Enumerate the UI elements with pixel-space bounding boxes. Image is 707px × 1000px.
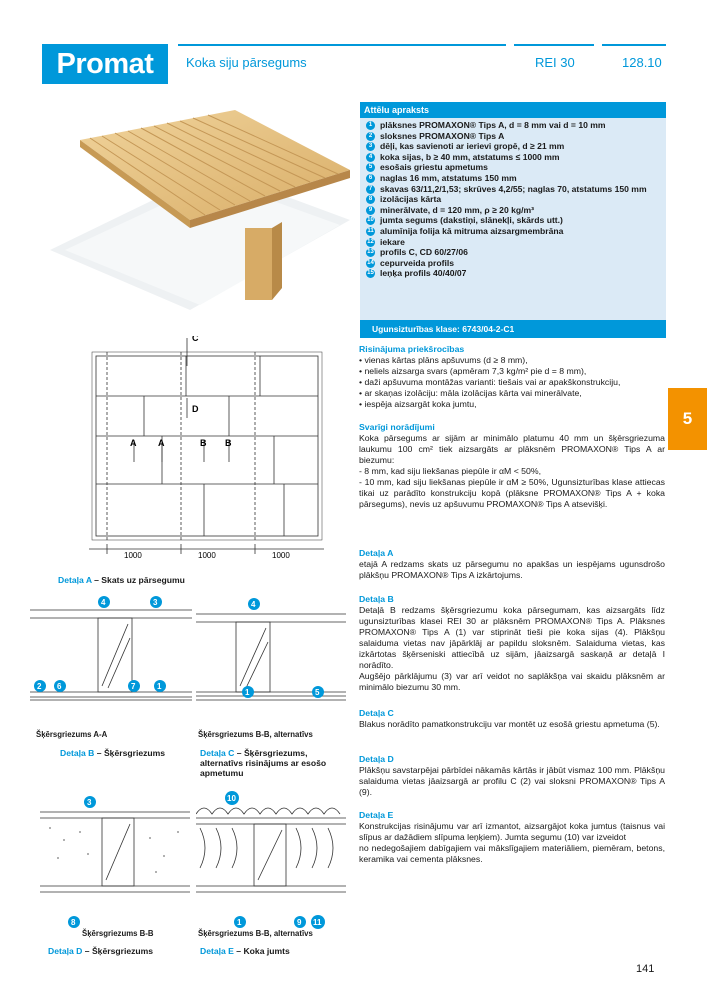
chapter-tab: 5 bbox=[668, 388, 707, 450]
callout-3: 3 bbox=[87, 798, 92, 807]
callout-8: 8 bbox=[71, 918, 76, 927]
callout-5: 5 bbox=[315, 688, 320, 697]
callout-9: 9 bbox=[297, 918, 302, 927]
detail-c-section bbox=[359, 708, 665, 730]
section-marker-a: A bbox=[130, 438, 137, 448]
legend-title: Attēlu apraksts bbox=[360, 102, 666, 118]
caption-detail-c: Detaļa C – Šķērsgriezums, alternatīvs risinājums ar esošo apmetumu bbox=[200, 748, 327, 778]
caption-detail-a: Detaļa A – Skats uz pārsegumu bbox=[58, 575, 185, 585]
callout-1: 1 bbox=[237, 918, 242, 927]
caption-detail-d: Detaļa D – Šķērsgriezums bbox=[48, 946, 154, 956]
caption-detail-b: Detaļa B – Šķērsgriezums bbox=[60, 748, 166, 758]
legend-item: 14 cepurveida profils bbox=[367, 257, 455, 268]
solution-section bbox=[359, 344, 665, 410]
floor-3d-illustration bbox=[40, 100, 352, 332]
legend-item: 10 jumta segums (dakstiņi, slānekļi, skārds utt.) bbox=[367, 215, 563, 226]
section-marker-b: B bbox=[200, 438, 207, 448]
section-label: Šķērsgriezums B-B bbox=[82, 929, 154, 938]
plan-view-drawing bbox=[44, 336, 344, 566]
callout-10: 10 bbox=[227, 794, 236, 803]
legend-box bbox=[360, 102, 666, 338]
legend-item: 11 alumīnija folija kā mitruma aizsargmembrāna bbox=[367, 225, 564, 236]
detail-b-section bbox=[359, 594, 665, 693]
detail-e-section bbox=[359, 810, 665, 865]
callout-1: 1 bbox=[157, 682, 162, 691]
section-b-drawing bbox=[30, 590, 192, 720]
section-marker-b: B bbox=[225, 438, 232, 448]
section-e-drawing bbox=[196, 788, 346, 933]
legend-item: 12 iekare bbox=[367, 236, 405, 247]
callout-7: 7 bbox=[131, 682, 136, 691]
legend-list bbox=[360, 118, 666, 279]
section-label: Šķērsgriezums B-B, alternatīvs bbox=[198, 730, 313, 739]
section-label: Šķērsgriezums A-A bbox=[36, 730, 108, 739]
list-item: • iespēja aizsargāt koka jumtu, bbox=[359, 399, 665, 410]
document-code: 128.10 bbox=[622, 55, 662, 70]
legend-item: 4 koka sijas, b ≥ 40 mm, atstatums ≤ 1000 mm bbox=[366, 152, 662, 163]
dimension-label: 1000 bbox=[272, 551, 290, 560]
detail-d-section bbox=[359, 754, 665, 798]
detail-a-section bbox=[359, 548, 665, 581]
detail-text: no nedegošajiem dabīgajiem vai mākslīgajiem materiāliem, piemēram, betons, keramika vai cementa plāksnes. bbox=[359, 843, 665, 864]
list-item: • ar skaņas izolāciju: māla izolācijas kārta vai minerālvate, bbox=[359, 388, 665, 399]
detail-heading: Detaļa A bbox=[359, 548, 394, 558]
section-d-drawing bbox=[40, 788, 190, 933]
legend-item: 1 plāksnes PROMAXON® Tips A, d = 8 mm vai d = 10 mm bbox=[366, 120, 662, 131]
notes-line: - 10 mm, kad siju liekšanas piepūle ir αM ≥ 50%, Ugunsizturības klase attiecas tikai uz parādīto konstrukciju kopā (plāksne PROMAXON® Tips A + koka pārsegums), nevis uz apšuvumu PROMAXON® Tips A atsevišķi. bbox=[359, 477, 665, 509]
legend-item: 9 minerālvate, d = 120 mm, ρ ≥ 20 kg/m³ bbox=[366, 205, 662, 216]
detail-text: etajā A redzams skats uz pārsegumu no apakšas un iespējams ugunsdrošo plākšņu PROMAXON® Tips A izkārtojums. bbox=[359, 559, 665, 580]
detail-heading: Detaļa C bbox=[359, 708, 394, 718]
notes-line: - 8 mm, kad siju liekšanas piepūle ir αM < 50%, bbox=[359, 466, 541, 476]
list-item: • vienas kārtas plāns apšuvums (d ≥ 8 mm), bbox=[359, 355, 665, 366]
legend-item: 2 sloksnes PROMAXON® Tips A bbox=[366, 131, 662, 142]
detail-text: Detaļā B redzams šķērsgriezumu koka pārsegumam, kas aizsargāts līdz ugunsizturības klasei REI 30 ar plāksnēm PROMAXON® Tips A. Plāksnes PROMAXON® Tips A (1) var stiprināt tieši pie koka sijas (4). Plākšņu salaiduma vietas nav jāpārklāj ar papildu sloksnēm. Salaiduma vietas, kas izkārtotas šķērseniski attiecībā uz sijām, jāaizsargā saskaņā ar detaļā I norādīto. bbox=[359, 605, 665, 670]
notes-section bbox=[359, 422, 665, 510]
detail-heading: Detaļa D bbox=[359, 754, 394, 764]
notes-text: Koka pārsegums ar sijām ar minimālo platumu 40 mm un šķērsgriezuma laukumu 100 cm² tiek aizsargāts ar plāksnēm PROMAXON® Tips A ar biezumu: bbox=[359, 433, 665, 465]
list-item: • neliels aizsarga svars (apmēram 7,3 kg/m² pie d = 8 mm), bbox=[359, 366, 665, 377]
header-rule bbox=[514, 44, 594, 46]
notes-heading: Svarīgi norādījumi bbox=[359, 422, 435, 432]
solution-list bbox=[359, 355, 665, 410]
callout-6: 6 bbox=[57, 682, 62, 691]
detail-text: Plākšņu savstarpējai pārbīdei nākamās kārtās ir jābūt vismaz 100 mm. Plākšņu salaiduma vietas jāaizsargā ar profilu C (2) vai sloksni PROMAXON® Tips A (9). bbox=[359, 765, 665, 797]
section-c-drawing bbox=[196, 590, 346, 720]
section-marker-a: A bbox=[158, 438, 165, 448]
dimension-label: 1000 bbox=[198, 551, 216, 560]
legend-item: 8 izolācijas kārta bbox=[366, 194, 662, 205]
callout-11: 11 bbox=[313, 918, 322, 927]
solution-heading: Risinājuma priekšrocības bbox=[359, 344, 465, 354]
caption-detail-e: Detaļa E – Koka jumts bbox=[200, 946, 290, 956]
callout-4: 4 bbox=[251, 600, 256, 609]
dimension-label: 1000 bbox=[124, 551, 142, 560]
page-number: 141 bbox=[636, 963, 655, 975]
legend-item: 13 profils C, CD 60/27/06 bbox=[367, 247, 468, 258]
detail-text: Augšējo pārklājumu (3) var arī veidot no saplākšņa vai skaidu plāksnēm ar minimālo biezumu 30 mm. bbox=[359, 671, 665, 692]
list-item: • daži apšuvuma montāžas varianti: tiešais vai ar apakškonstrukciju, bbox=[359, 377, 665, 388]
legend-item: 7 skavas 63/11,2/1,53; skrūves 4,2/55; naglas 70, atstatums 150 mm bbox=[366, 184, 662, 195]
detail-text: Konstrukcijas risinājumu var arī izmantot, aizsargājot koka jumtus (taisnus vai slīpus ar dažādiem slīpuma leņķiem). Jumta segumu (10) var izveidot bbox=[359, 821, 665, 842]
detail-heading: Detaļa B bbox=[359, 594, 394, 604]
detail-text: Blakus norādīto pamatkonstrukciju var montēt uz esošā griestu apmetuma (5). bbox=[359, 719, 660, 729]
callout-3: 3 bbox=[153, 598, 158, 607]
fire-rating: REI 30 bbox=[535, 55, 575, 70]
legend-item: 5 esošais griestu apmetums bbox=[366, 162, 662, 173]
fire-class-bar: Ugunsizturības klase: 6743/04-2-C1 bbox=[360, 320, 666, 338]
callout-2: 2 bbox=[37, 682, 42, 691]
header-rule bbox=[178, 44, 506, 46]
detail-heading: Detaļa E bbox=[359, 810, 394, 820]
section-marker-c: C bbox=[192, 336, 199, 343]
callout-1: 1 bbox=[245, 688, 250, 697]
section-label: Šķērsgriezums B-B, alternatīvs bbox=[198, 929, 313, 938]
header-rule bbox=[602, 44, 666, 46]
promat-logo: Promat bbox=[42, 44, 168, 84]
legend-item: 3 dēļi, kas savienoti ar ierievi gropē, d ≥ 21 mm bbox=[366, 141, 662, 152]
section-marker-d: D bbox=[192, 404, 199, 414]
legend-item: 6 naglas 16 mm, atstatums 150 mm bbox=[366, 173, 662, 184]
page-title: Koka siju pārsegums bbox=[186, 55, 307, 70]
legend-item: 15 leņķa profils 40/40/07 bbox=[367, 268, 467, 279]
callout-4: 4 bbox=[101, 598, 106, 607]
